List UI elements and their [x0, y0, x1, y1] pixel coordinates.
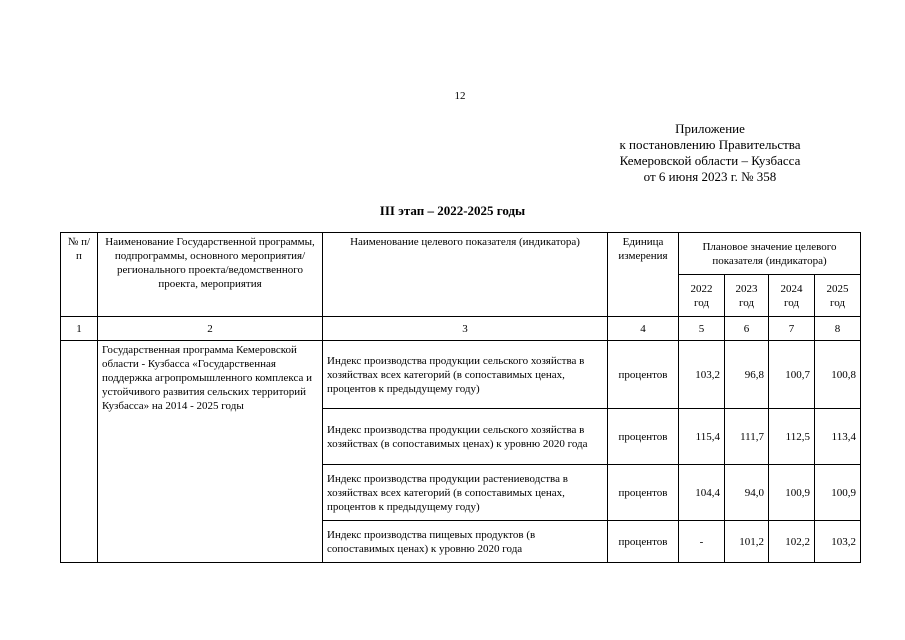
value-2022: 103,2 [679, 341, 725, 409]
unit-cell: процентов [608, 465, 679, 521]
header-year-2025: 2025 год [815, 275, 861, 317]
unit-cell: процентов [608, 341, 679, 409]
header-num: № п/п [61, 233, 98, 317]
value-2023: 96,8 [725, 341, 769, 409]
appendix-line-2: к постановлению Правительства [619, 137, 801, 152]
column-number: 5 [679, 317, 725, 341]
value-2025: 100,8 [815, 341, 861, 409]
indicators-table [60, 232, 861, 563]
header-unit: Единица измерения [608, 233, 679, 317]
header-planned: Плановое значение целевого показателя (индикатора) [679, 233, 861, 275]
value-2024: 100,9 [769, 465, 815, 521]
column-number: 1 [61, 317, 98, 341]
unit-cell: процентов [608, 409, 679, 465]
column-number: 6 [725, 317, 769, 341]
page-number: 12 [454, 90, 466, 102]
value-2023: 111,7 [725, 409, 769, 465]
appendix-line-4: от 6 июня 2023 г. № 358 [643, 169, 777, 184]
value-2023: 94,0 [725, 465, 769, 521]
column-number: 7 [769, 317, 815, 341]
value-2025: 103,2 [815, 521, 861, 563]
indicator-name: Индекс производства продукции растениеводства в хозяйствах всех категорий (в сопоставимых ценах, процентов к предыдущему году) [323, 465, 608, 521]
header-row [61, 233, 861, 275]
indicator-name: Индекс производства пищевых продуктов (в сопоставимых ценах) к уровню 2020 года [323, 521, 608, 563]
header-program: Наименование Государственной программы, подпрограммы, основного мероприятия/регионального проекта/ведомственного проекта, мероприятия [98, 233, 323, 317]
value-2023: 101,2 [725, 521, 769, 563]
value-2024: 102,2 [769, 521, 815, 563]
column-number: 2 [98, 317, 323, 341]
table-row [61, 341, 861, 409]
program-name: Государственная программа Кемеровской области - Кузбасса «Государственная поддержка агропромышленного комплекса и устойчивого развития сельских территорий Кузбасса» на 2014 - 2025 годы [98, 341, 323, 563]
indicator-name: Индекс производства продукции сельского хозяйства в хозяйствах (в сопоставимых ценах) к уровню 2020 года [323, 409, 608, 465]
appendix-block [560, 121, 860, 185]
value-2024: 100,7 [769, 341, 815, 409]
header-year-2023: 2023 год [725, 275, 769, 317]
stage-title: III этап – 2022-2025 годы [379, 203, 526, 218]
column-number: 4 [608, 317, 679, 341]
column-number: 3 [323, 317, 608, 341]
column-number: 8 [815, 317, 861, 341]
row-number-empty [61, 341, 98, 563]
value-2022: - [679, 521, 725, 563]
value-2022: 104,4 [679, 465, 725, 521]
header-indicator: Наименование целевого показателя (индикатора) [323, 233, 608, 317]
appendix-line-3: Кемеровской области – Кузбасса [619, 153, 801, 168]
value-2024: 112,5 [769, 409, 815, 465]
appendix-line-1: Приложение [675, 121, 745, 136]
indicator-name: Индекс производства продукции сельского хозяйства в хозяйствах всех категорий (в сопоставимых ценах, процентов к предыдущему году) [323, 341, 608, 409]
unit-cell: процентов [608, 521, 679, 563]
value-2022: 115,4 [679, 409, 725, 465]
value-2025: 113,4 [815, 409, 861, 465]
value-2025: 100,9 [815, 465, 861, 521]
header-year-2024: 2024 год [769, 275, 815, 317]
column-number-row [61, 317, 861, 341]
header-year-2022: 2022 год [679, 275, 725, 317]
